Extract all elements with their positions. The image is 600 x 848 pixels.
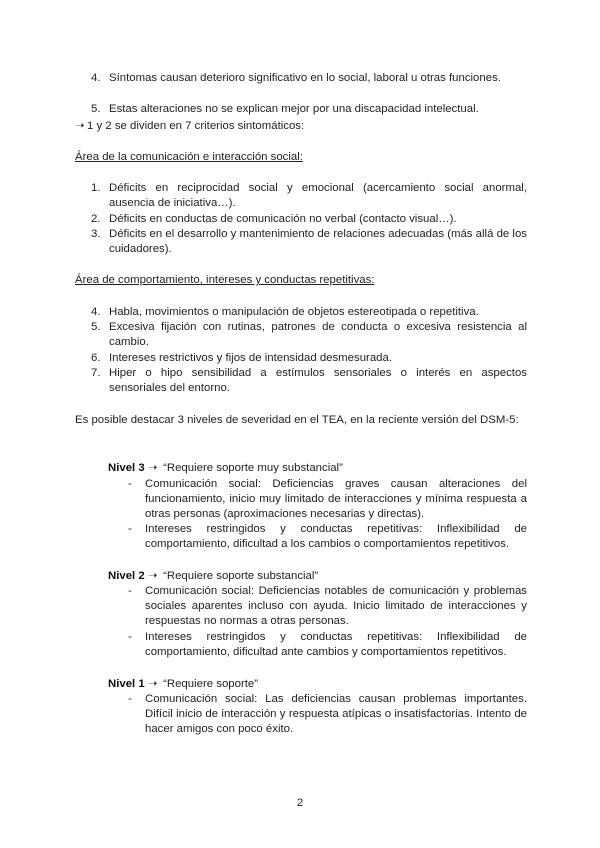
level-name: Nivel 3 [108,462,145,474]
criteria-note-text: 1 y 2 se dividen en 7 criterios sintomáticos: [87,120,305,132]
page-number: 2 [296,797,304,809]
bullet-text: Comunicación social: Deficiencias notables de comunicación y problemas sociales aparentes incluso con ayuda. Inicio limitado de interacciones y respuestas no normas a otras personas. [145,585,527,628]
level-bullet [108,584,527,630]
list-text: Excesiva fijación con rutinas, patrones de conducta o excesiva resistencia al cambio. [109,321,527,349]
list-number: 5. [91,321,101,333]
list-item [75,102,527,117]
list-number: 5. [91,103,101,115]
level-heading [108,677,527,692]
arrow-icon: ➝ [147,678,158,690]
list-item [75,227,527,257]
bullet-text: Comunicación social: Las deficiencias causan problemas importantes. Difícil inicio de interacción y respuesta atípicas o insatisfactorias. Intento de hacer amigos con poco éxito. [145,693,527,736]
list-number: 7. [91,367,101,379]
bullet-text: Intereses restringidos y conductas repetitivas: Inflexibilidad de comportamiento, dificultad ante cambios y comportamientos repetitivos. [145,631,527,659]
list-item [75,181,527,211]
level-bullet [108,477,527,523]
list-item [75,351,527,366]
dash-icon: - [128,693,132,705]
arrow-icon: ➝ [147,570,158,582]
dash-icon: - [128,631,132,643]
list-text: Síntomas causan deterioro significativo en lo social, laboral u otras funciones. [109,72,501,84]
level-name: Nivel 1 [108,678,145,690]
level-heading [108,569,527,584]
section-heading-behavior: Área de comportamiento, intereses y conductas repetitivas: [75,274,375,286]
list-number: 2. [91,213,101,225]
section-heading-communication: Área de la comunicación e interacción social: [75,151,303,163]
level-label: “Requiere soporte substancial” [163,570,319,582]
dash-icon: - [128,585,132,597]
list-number: 4. [91,72,101,84]
list-number: 3. [91,228,101,240]
level-bullet [108,522,527,552]
list-item [75,71,527,86]
level-bullet [108,692,527,738]
criteria-note [75,119,527,134]
dash-icon: - [128,523,132,535]
level-label: “Requiere soporte” [163,678,259,690]
bullet-text: Intereses restringidos y conductas repetitivas: Inflexibilidad de comportamiento, dificultad a los cambios o comportamientos repetitivos. [145,523,527,551]
severity-intro: Es posible destacar 3 niveles de severidad en el TEA, en la reciente versión del DSM-5: [75,414,519,426]
dash-icon: - [128,478,132,490]
list-text: Déficits en reciprocidad social y emocional (acercamiento social anormal, ausencia de iniciativa…). [109,182,527,210]
list-text: Déficits en el desarrollo y mantenimiento de relaciones adecuadas (más allá de los cuidadores). [109,228,527,256]
list-number: 4. [91,306,101,318]
level-label: “Requiere soporte muy substancial” [163,462,343,474]
level-heading [108,461,527,476]
list-text: Estas alteraciones no se explican mejor por una discapacidad intelectual. [109,103,479,115]
list-text: Déficits en conductas de comunicación no verbal (contacto visual…). [109,213,457,225]
list-text: Hiper o hipo sensibilidad a estímulos sensoriales o interés en aspectos sensoriales del entorno. [109,367,527,395]
list-item [75,320,527,350]
list-item [75,305,527,320]
list-item [75,366,527,396]
arrow-icon: ➝ [147,462,158,474]
list-item [75,212,527,227]
level-name: Nivel 2 [108,570,145,582]
list-text: Intereses restrictivos y fijos de intensidad desmesurada. [109,352,393,364]
list-text: Habla, movimientos o manipulación de objetos estereotipada o repetitiva. [109,306,479,318]
arrow-icon: ➝ [75,120,85,132]
bullet-text: Comunicación social: Deficiencias graves causan alteraciones del funcionamiento, inicio muy limitado de interacciones y mínima respuesta a otras personas (aproximaciones necesarias y directas). [145,478,527,521]
level-bullet [108,630,527,660]
list-number: 1. [91,182,101,194]
list-number: 6. [91,352,101,364]
